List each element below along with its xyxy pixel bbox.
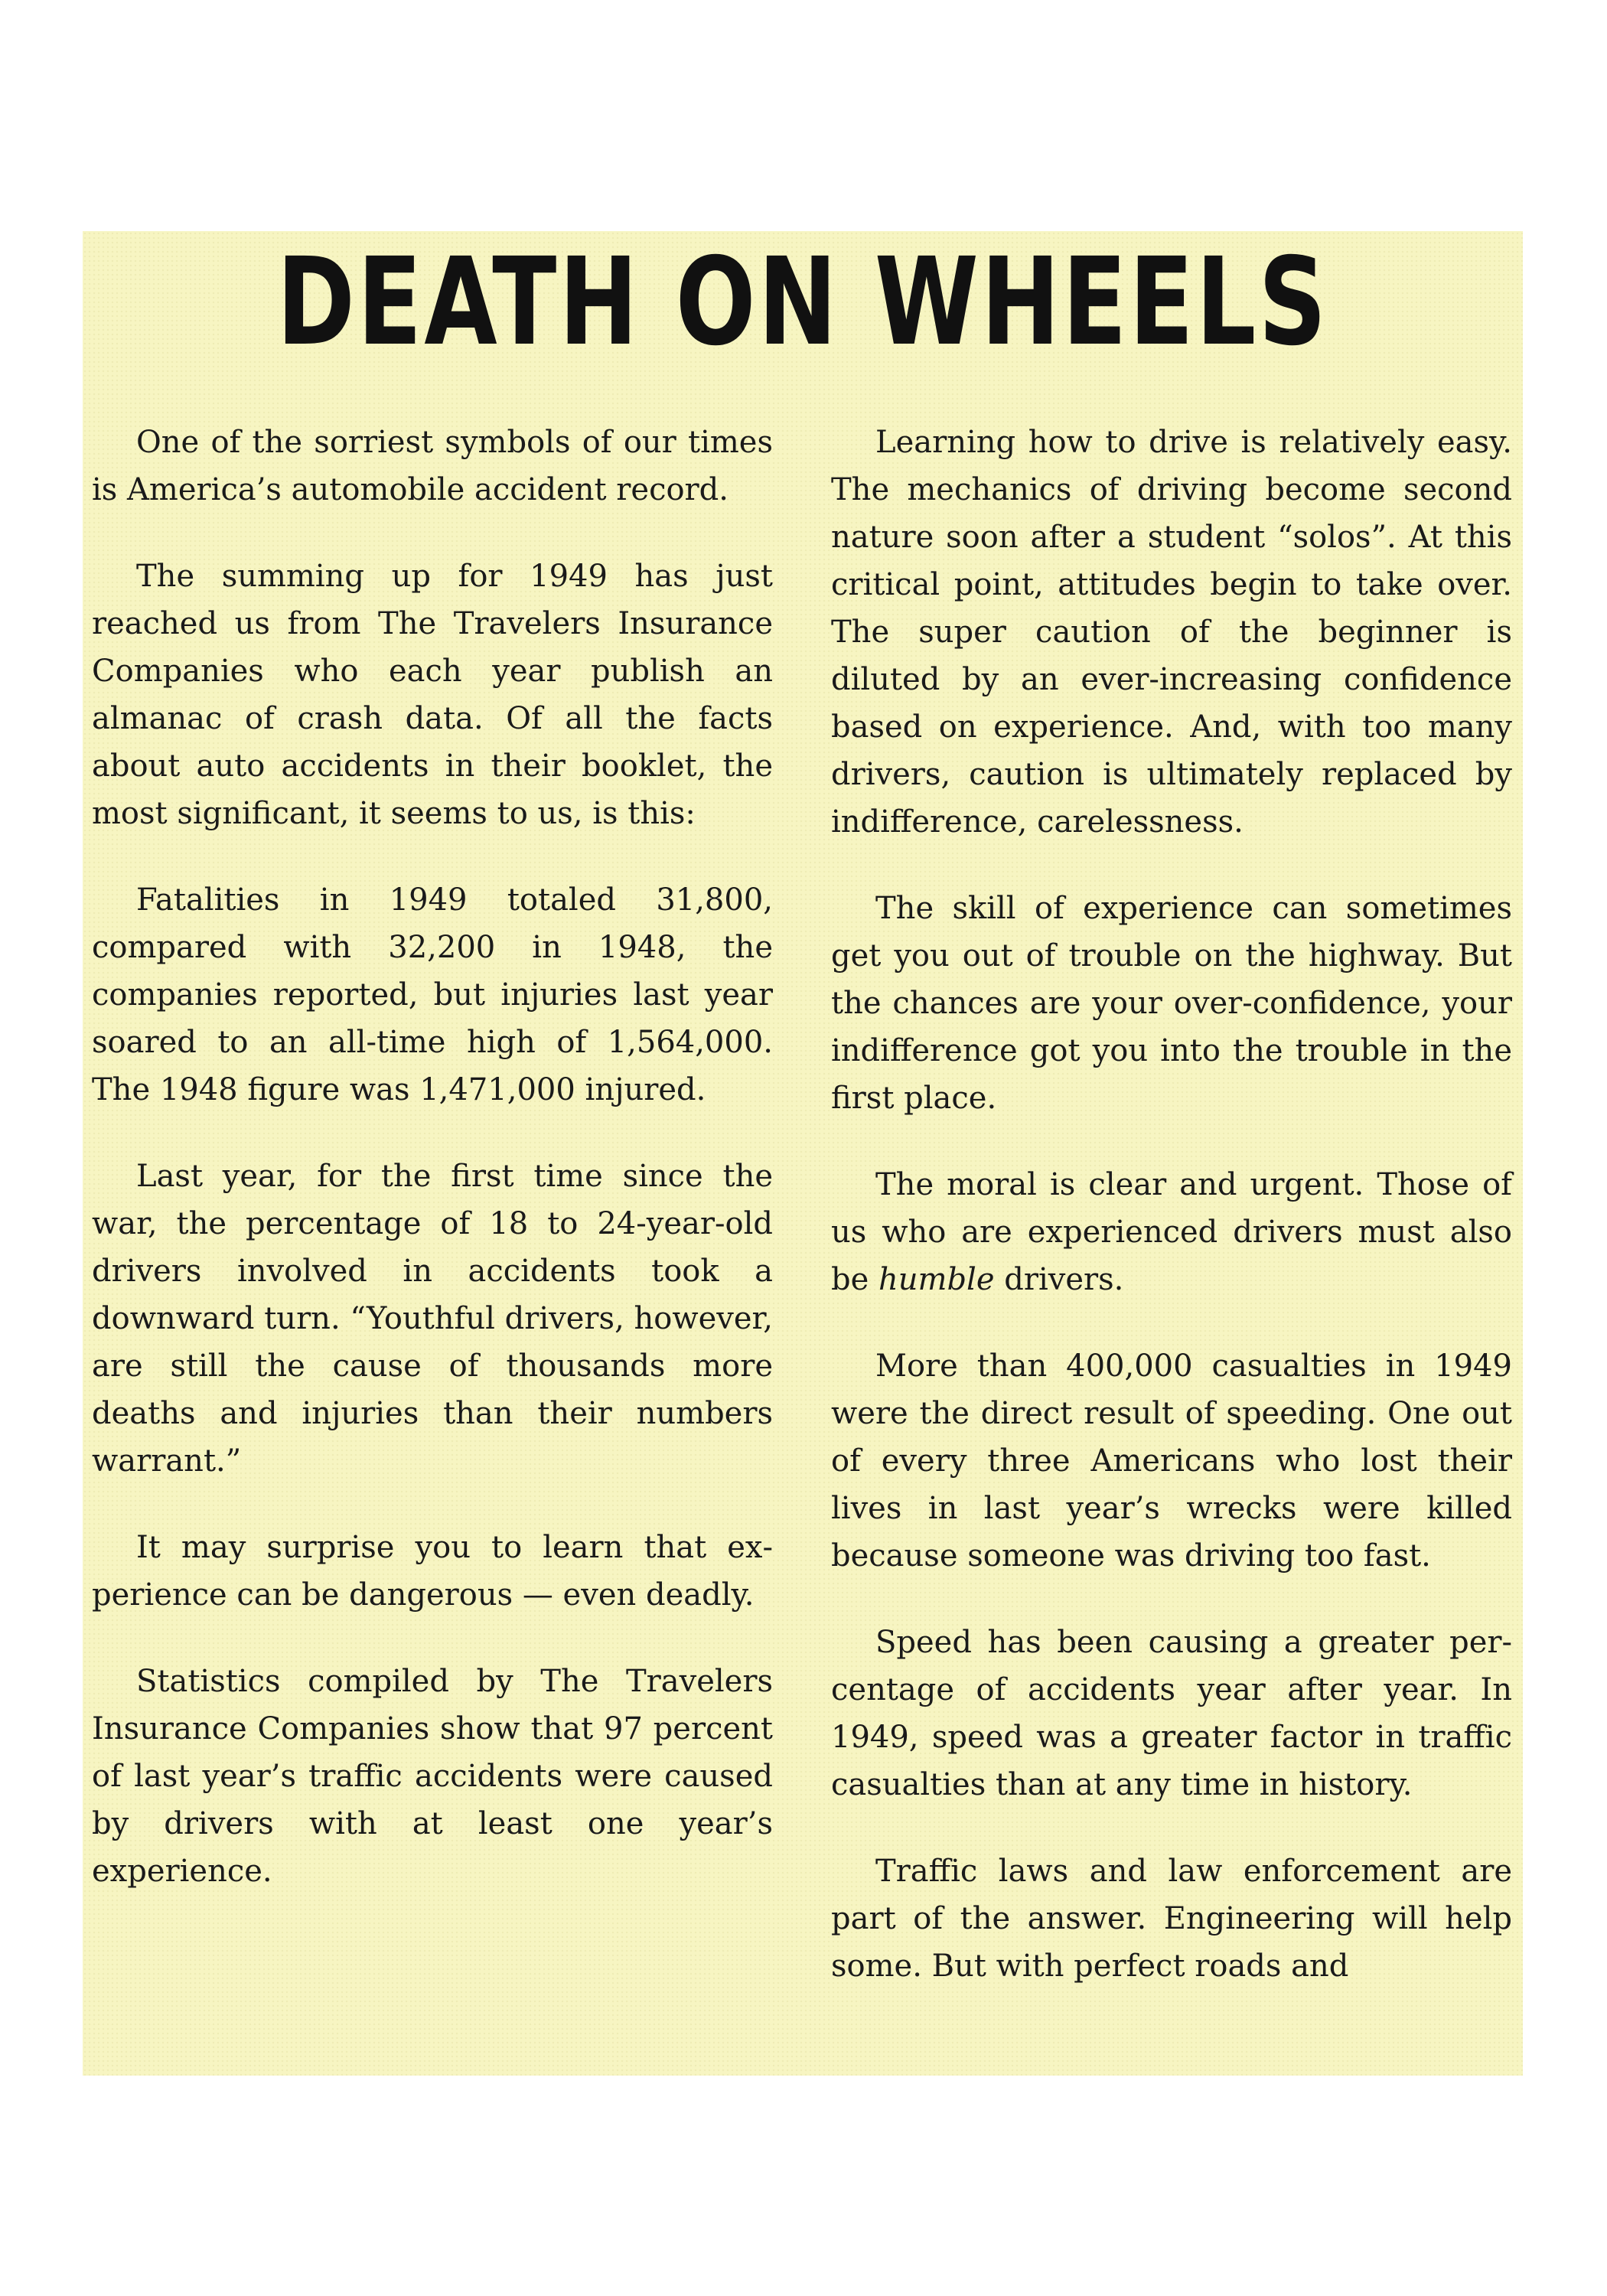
left-column xyxy=(92,419,773,1934)
paragraph-text: drivers. xyxy=(994,1262,1124,1297)
paragraph xyxy=(831,1161,1512,1303)
paragraph: Statistics compiled by The Travelers Insurance Companies show that 97 percent of last year’s traffic accidents were caused by drivers with at least one year’s experience. xyxy=(92,1664,773,1889)
paragraph: Fatalities in 1949 totaled 31,800, compared with 32,200 in 1948, the companies reported, but injuries last year soared to an all-time high of 1,564,000. The 1948 figure was 1,471,000 injured. xyxy=(92,882,773,1107)
right-column xyxy=(831,419,1512,2029)
paragraph: Learning how to drive is relatively easy. The mechanics of driving become second nature soon after a student “solos”. At this critical point, attitudes begin to take over. The super caution of the beginner is diluted by an ever-increasing confidence based on experience. And, with too many drivers, caution is ultimately replaced by indifference, carelessness. xyxy=(831,425,1512,840)
paragraph: More than 400,000 casualties in 1949 were the direct result of speeding. One out of every three Americans who lost their lives in last year’s wrecks were killed because someone was driving too fast. xyxy=(831,1349,1512,1574)
paragraph: The summing up for 1949 has just reached us from The Travelers Insurance Companies who each year publish an almanac of crash data. Of all the facts about auto accidents in their booklet, the most significant, it seems to us, is this: xyxy=(92,559,773,831)
paragraph: One of the sorriest symbols of our times is America’s automobile accident record. xyxy=(92,425,773,507)
paragraph: Traffic laws and law enforcement are part of the answer. Engineering will help some. But with perfect roads and xyxy=(831,1854,1512,1984)
emphasis-text: humble xyxy=(878,1262,995,1297)
article-panel xyxy=(83,231,1523,2076)
paragraph: It may surprise you to learn that experience can be dangerous — even deadly. xyxy=(92,1530,773,1613)
article-title: DEATH ON WHEELS xyxy=(276,232,1329,373)
paragraph-text: The moral is clear and urgent. Those of us who are experienced drivers must also be xyxy=(831,1167,1512,1297)
paragraph: The skill of experience can sometimes get you out of trouble on the highway. But the chances are your over-confidence, your indifference got you into the trouble in the first place. xyxy=(831,891,1512,1116)
paragraph: Speed has been causing a greater percentage of accidents year after year. In 1949, speed was a greater factor in traffic casualties than at any time in history. xyxy=(831,1625,1512,1802)
paragraph: Last year, for the first time since the war, the percentage of 18 to 24-year-old drivers involved in accidents took a downward turn. “Youthful drivers, however, are still the cause of thousands more deaths and injuries than their numbers warrant.” xyxy=(92,1159,773,1479)
